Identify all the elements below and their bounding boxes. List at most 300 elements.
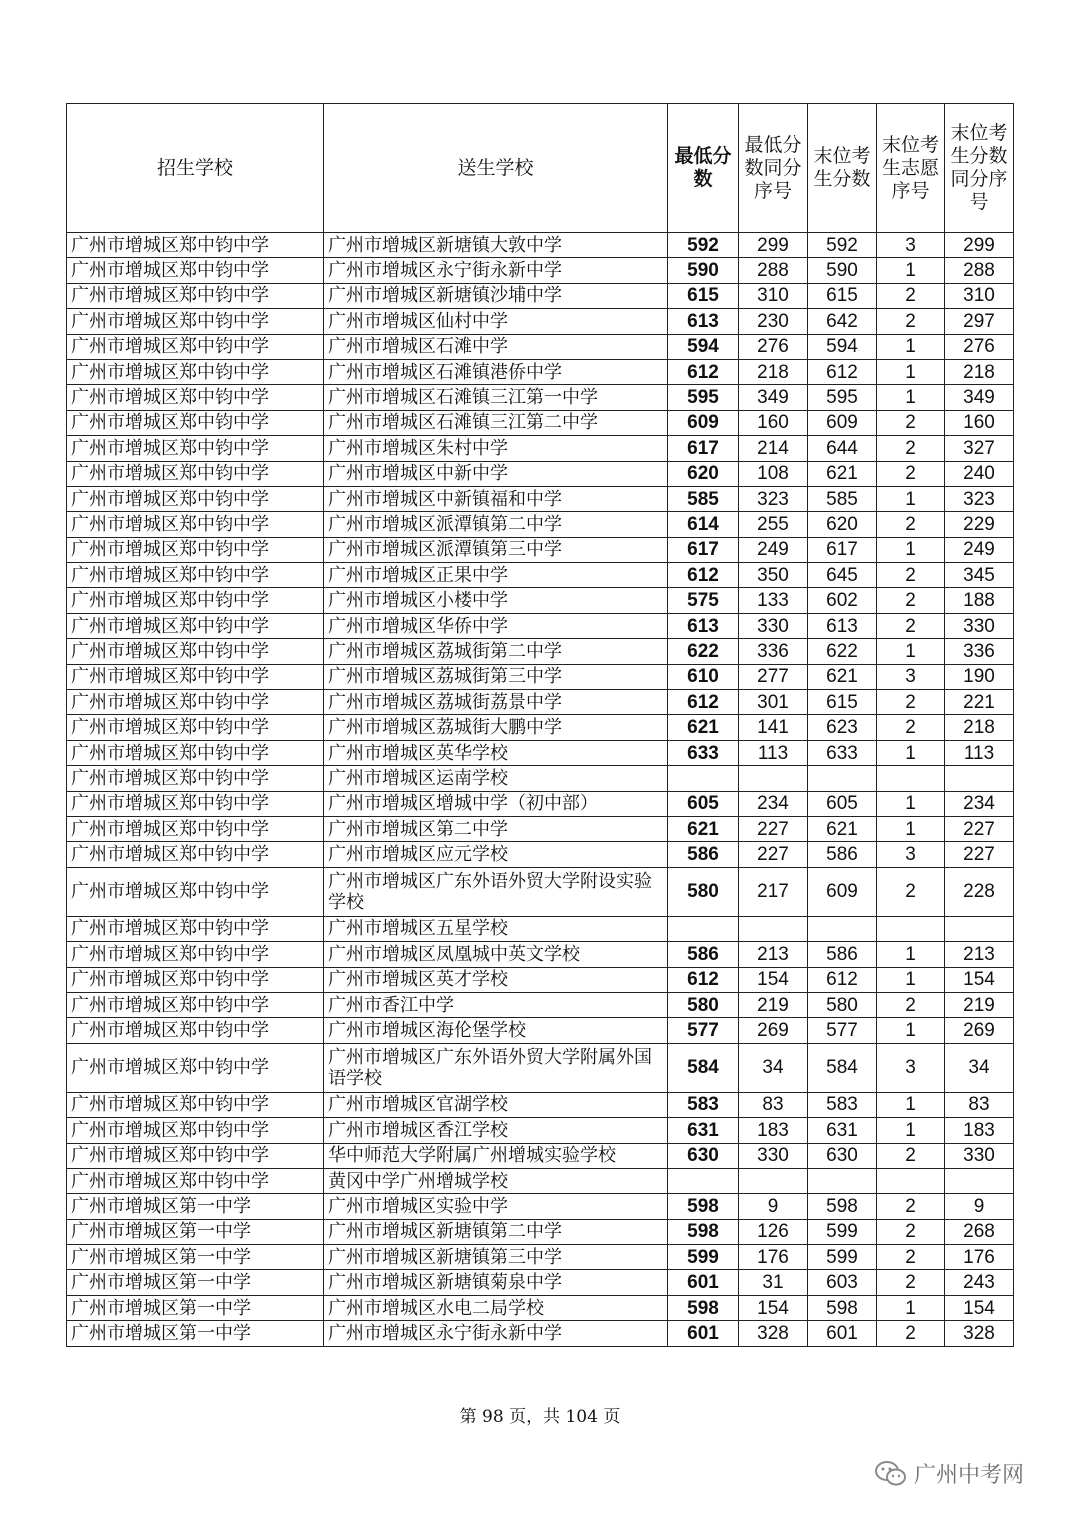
cell-admitting-school: 广州市增城区郑中钧中学 xyxy=(67,334,324,359)
cell-min-score xyxy=(668,766,739,791)
cell-sending-school: 广州市增城区新塘镇菊泉中学 xyxy=(324,1270,668,1295)
cell-sending-school: 黄冈中学广州增城学校 xyxy=(324,1168,668,1193)
header-last-score-tie-rank: 末位考生分数同分序号 xyxy=(945,104,1014,233)
cell-min-score-tie-rank: 213 xyxy=(739,942,808,967)
cell-sending-school: 广州市增城区英才学校 xyxy=(324,967,668,992)
table-row xyxy=(67,385,1014,410)
cell-sending-school: 广州市增城区英华学校 xyxy=(324,740,668,765)
cell-last-choice-rank: 1 xyxy=(877,1295,945,1320)
cell-min-score: 580 xyxy=(668,992,739,1017)
cell-sending-school: 广州市香江中学 xyxy=(324,992,668,1017)
cell-min-score: 598 xyxy=(668,1295,739,1320)
cell-last-choice-rank: 2 xyxy=(877,1270,945,1295)
table-row xyxy=(67,1118,1014,1143)
cell-last-score: 613 xyxy=(808,613,877,638)
cell-admitting-school: 广州市增城区郑中钧中学 xyxy=(67,461,324,486)
cell-admitting-school: 广州市增城区第一中学 xyxy=(67,1270,324,1295)
cell-last-score: 586 xyxy=(808,942,877,967)
cell-last-score: 583 xyxy=(808,1092,877,1117)
cell-admitting-school: 广州市增城区第一中学 xyxy=(67,1219,324,1244)
cell-last-score: 605 xyxy=(808,791,877,816)
cell-last-score-tie-rank: 323 xyxy=(945,486,1014,511)
cell-admitting-school: 广州市增城区郑中钧中学 xyxy=(67,664,324,689)
cell-sending-school: 广州市增城区水电二局学校 xyxy=(324,1295,668,1320)
page-number: 第 98 页，共 104 页 xyxy=(459,1407,621,1427)
table-row xyxy=(67,588,1014,613)
cell-min-score: 599 xyxy=(668,1245,739,1270)
cell-admitting-school: 广州市增城区郑中钧中学 xyxy=(67,791,324,816)
cell-sending-school: 广州市增城区正果中学 xyxy=(324,563,668,588)
cell-last-score: 620 xyxy=(808,512,877,537)
table-row xyxy=(67,1168,1014,1193)
cell-sending-school: 华中师范大学附属广州增城实验学校 xyxy=(324,1143,668,1168)
table-row xyxy=(67,1043,1014,1092)
cell-last-score-tie-rank: 160 xyxy=(945,410,1014,435)
cell-min-score: 613 xyxy=(668,613,739,638)
cell-last-score-tie-rank: 336 xyxy=(945,639,1014,664)
cell-admitting-school: 广州市增城区郑中钧中学 xyxy=(67,233,324,258)
cell-last-score: 603 xyxy=(808,1270,877,1295)
cell-last-score: 621 xyxy=(808,461,877,486)
cell-sending-school: 广州市增城区朱村中学 xyxy=(324,436,668,461)
cell-last-choice-rank xyxy=(877,766,945,791)
cell-last-choice-rank: 2 xyxy=(877,512,945,537)
cell-min-score-tie-rank: 9 xyxy=(739,1194,808,1219)
table-row xyxy=(67,512,1014,537)
cell-sending-school: 广州市增城区荔城街第三中学 xyxy=(324,664,668,689)
cell-sending-school: 广州市增城区小楼中学 xyxy=(324,588,668,613)
watermark xyxy=(874,1458,1024,1489)
cell-last-score-tie-rank: 219 xyxy=(945,992,1014,1017)
cell-last-score-tie-rank: 299 xyxy=(945,233,1014,258)
cell-min-score-tie-rank: 269 xyxy=(739,1018,808,1043)
cell-min-score-tie-rank: 227 xyxy=(739,842,808,867)
table-row xyxy=(67,359,1014,384)
cell-min-score-tie-rank: 154 xyxy=(739,967,808,992)
table-row xyxy=(67,867,1014,916)
table-row xyxy=(67,1092,1014,1117)
cell-last-choice-rank: 2 xyxy=(877,992,945,1017)
cell-admitting-school: 广州市增城区郑中钧中学 xyxy=(67,867,324,916)
cell-min-score-tie-rank: 113 xyxy=(739,740,808,765)
cell-min-score: 617 xyxy=(668,537,739,562)
cell-last-score-tie-rank: 229 xyxy=(945,512,1014,537)
cell-last-score-tie-rank xyxy=(945,766,1014,791)
cell-last-score-tie-rank: 221 xyxy=(945,690,1014,715)
cell-min-score: 612 xyxy=(668,967,739,992)
cell-sending-school: 广州市增城区荔城街大鹏中学 xyxy=(324,715,668,740)
cell-min-score: 631 xyxy=(668,1118,739,1143)
cell-last-choice-rank: 2 xyxy=(877,1321,945,1346)
table-row xyxy=(67,766,1014,791)
cell-last-choice-rank: 1 xyxy=(877,967,945,992)
cell-admitting-school: 广州市增城区郑中钧中学 xyxy=(67,1092,324,1117)
cell-last-choice-rank: 3 xyxy=(877,842,945,867)
cell-min-score: 609 xyxy=(668,410,739,435)
cell-min-score-tie-rank: 160 xyxy=(739,410,808,435)
cell-last-choice-rank: 1 xyxy=(877,639,945,664)
cell-last-choice-rank: 3 xyxy=(877,664,945,689)
cell-sending-school: 广州市增城区派潭镇第二中学 xyxy=(324,512,668,537)
cell-min-score-tie-rank: 249 xyxy=(739,537,808,562)
cell-last-score-tie-rank: 328 xyxy=(945,1321,1014,1346)
cell-min-score: 620 xyxy=(668,461,739,486)
cell-last-choice-rank: 1 xyxy=(877,359,945,384)
cell-last-score-tie-rank: 276 xyxy=(945,334,1014,359)
cell-last-score-tie-rank: 234 xyxy=(945,791,1014,816)
cell-last-score-tie-rank: 330 xyxy=(945,1143,1014,1168)
cell-last-score: 594 xyxy=(808,334,877,359)
cell-min-score-tie-rank: 328 xyxy=(739,1321,808,1346)
cell-last-choice-rank: 1 xyxy=(877,385,945,410)
cell-sending-school: 广州市增城区应元学校 xyxy=(324,842,668,867)
cell-min-score-tie-rank: 301 xyxy=(739,690,808,715)
cell-admitting-school: 广州市增城区第一中学 xyxy=(67,1245,324,1270)
cell-last-score: 599 xyxy=(808,1219,877,1244)
cell-min-score xyxy=(668,1168,739,1193)
cell-sending-school: 广州市增城区石滩中学 xyxy=(324,334,668,359)
cell-admitting-school: 广州市增城区郑中钧中学 xyxy=(67,842,324,867)
table-row xyxy=(67,1194,1014,1219)
cell-sending-school: 广州市增城区华侨中学 xyxy=(324,613,668,638)
cell-last-choice-rank: 2 xyxy=(877,1219,945,1244)
cell-last-choice-rank: 1 xyxy=(877,816,945,841)
cell-min-score-tie-rank: 154 xyxy=(739,1295,808,1320)
cell-last-choice-rank: 2 xyxy=(877,715,945,740)
cell-sending-school: 广州市增城区实验中学 xyxy=(324,1194,668,1219)
table-row xyxy=(67,486,1014,511)
cell-last-choice-rank: 1 xyxy=(877,334,945,359)
cell-min-score-tie-rank: 276 xyxy=(739,334,808,359)
cell-min-score: 613 xyxy=(668,309,739,334)
cell-last-score-tie-rank: 190 xyxy=(945,664,1014,689)
cell-last-score: 621 xyxy=(808,816,877,841)
cell-admitting-school: 广州市增城区郑中钧中学 xyxy=(67,563,324,588)
table-row xyxy=(67,791,1014,816)
cell-last-choice-rank: 1 xyxy=(877,537,945,562)
cell-admitting-school: 广州市增城区郑中钧中学 xyxy=(67,740,324,765)
cell-sending-school: 广州市增城区派潭镇第三中学 xyxy=(324,537,668,562)
cell-min-score-tie-rank: 31 xyxy=(739,1270,808,1295)
cell-sending-school: 广州市增城区中新镇福和中学 xyxy=(324,486,668,511)
table-row xyxy=(67,410,1014,435)
table-row xyxy=(67,1321,1014,1346)
cell-sending-school: 广州市增城区仙村中学 xyxy=(324,309,668,334)
cell-last-score-tie-rank: 188 xyxy=(945,588,1014,613)
cell-last-score-tie-rank: 218 xyxy=(945,359,1014,384)
cell-last-score: 577 xyxy=(808,1018,877,1043)
table-row xyxy=(67,842,1014,867)
cell-last-choice-rank: 2 xyxy=(877,690,945,715)
cell-last-score-tie-rank: 113 xyxy=(945,740,1014,765)
cell-admitting-school: 广州市增城区郑中钧中学 xyxy=(67,385,324,410)
cell-last-score: 612 xyxy=(808,967,877,992)
cell-admitting-school: 广州市增城区郑中钧中学 xyxy=(67,1168,324,1193)
cell-last-score: 601 xyxy=(808,1321,877,1346)
cell-sending-school: 广州市增城区荔城街第二中学 xyxy=(324,639,668,664)
table-row xyxy=(67,334,1014,359)
cell-min-score: 601 xyxy=(668,1270,739,1295)
cell-last-score-tie-rank: 176 xyxy=(945,1245,1014,1270)
cell-last-choice-rank: 1 xyxy=(877,942,945,967)
cell-admitting-school: 广州市增城区郑中钧中学 xyxy=(67,942,324,967)
table-row xyxy=(67,690,1014,715)
cell-min-score: 605 xyxy=(668,791,739,816)
cell-admitting-school: 广州市增城区郑中钧中学 xyxy=(67,690,324,715)
cell-min-score-tie-rank: 255 xyxy=(739,512,808,537)
cell-admitting-school: 广州市增城区郑中钧中学 xyxy=(67,766,324,791)
cell-last-score: 645 xyxy=(808,563,877,588)
cell-last-choice-rank: 2 xyxy=(877,436,945,461)
cell-admitting-school: 广州市增城区郑中钧中学 xyxy=(67,1018,324,1043)
cell-min-score: 595 xyxy=(668,385,739,410)
table-row xyxy=(67,992,1014,1017)
cell-last-score-tie-rank: 297 xyxy=(945,309,1014,334)
cell-last-score-tie-rank: 228 xyxy=(945,867,1014,916)
cell-admitting-school: 广州市增城区郑中钧中学 xyxy=(67,283,324,308)
cell-sending-school: 广州市增城区第二中学 xyxy=(324,816,668,841)
table-row xyxy=(67,916,1014,941)
cell-min-score-tie-rank: 176 xyxy=(739,1245,808,1270)
cell-last-choice-rank: 2 xyxy=(877,613,945,638)
cell-admitting-school: 广州市增城区郑中钧中学 xyxy=(67,588,324,613)
cell-admitting-school: 广州市增城区郑中钧中学 xyxy=(67,512,324,537)
cell-min-score: 575 xyxy=(668,588,739,613)
cell-min-score-tie-rank: 34 xyxy=(739,1043,808,1092)
cell-admitting-school: 广州市增城区郑中钧中学 xyxy=(67,967,324,992)
cell-last-score: 598 xyxy=(808,1194,877,1219)
cell-min-score xyxy=(668,916,739,941)
cell-last-score-tie-rank: 345 xyxy=(945,563,1014,588)
cell-admitting-school: 广州市增城区郑中钧中学 xyxy=(67,715,324,740)
cell-last-score: 586 xyxy=(808,842,877,867)
cell-min-score: 612 xyxy=(668,690,739,715)
cell-last-score-tie-rank: 310 xyxy=(945,283,1014,308)
cell-last-score xyxy=(808,766,877,791)
cell-last-score: 631 xyxy=(808,1118,877,1143)
cell-min-score-tie-rank xyxy=(739,1168,808,1193)
cell-admitting-school: 广州市增城区郑中钧中学 xyxy=(67,359,324,384)
cell-admitting-school: 广州市增城区第一中学 xyxy=(67,1295,324,1320)
table-row xyxy=(67,537,1014,562)
cell-last-score-tie-rank: 154 xyxy=(945,967,1014,992)
cell-last-score: 585 xyxy=(808,486,877,511)
header-min-score: 最低分数 xyxy=(668,104,739,233)
table-row xyxy=(67,639,1014,664)
cell-min-score-tie-rank: 141 xyxy=(739,715,808,740)
cell-last-score-tie-rank xyxy=(945,1168,1014,1193)
cell-admitting-school: 广州市增城区郑中钧中学 xyxy=(67,916,324,941)
cell-min-score-tie-rank: 217 xyxy=(739,867,808,916)
cell-last-choice-rank: 3 xyxy=(877,1043,945,1092)
cell-sending-school: 广州市增城区运南学校 xyxy=(324,766,668,791)
cell-admitting-school: 广州市增城区郑中钧中学 xyxy=(67,1043,324,1092)
watermark-text: 广州中考网 xyxy=(914,1463,1025,1488)
cell-last-score: 590 xyxy=(808,258,877,283)
cell-sending-school: 广州市增城区荔城街荔景中学 xyxy=(324,690,668,715)
cell-min-score: 580 xyxy=(668,867,739,916)
cell-min-score: 610 xyxy=(668,664,739,689)
cell-last-score: 615 xyxy=(808,690,877,715)
cell-admitting-school: 广州市增城区郑中钧中学 xyxy=(67,258,324,283)
cell-last-score: 621 xyxy=(808,664,877,689)
cell-last-score-tie-rank: 227 xyxy=(945,816,1014,841)
cell-sending-school: 广州市增城区官湖学校 xyxy=(324,1092,668,1117)
cell-last-score-tie-rank: 288 xyxy=(945,258,1014,283)
cell-last-score: 592 xyxy=(808,233,877,258)
cell-last-choice-rank: 1 xyxy=(877,740,945,765)
cell-last-score-tie-rank: 330 xyxy=(945,613,1014,638)
cell-min-score: 585 xyxy=(668,486,739,511)
cell-admitting-school: 广州市增城区郑中钧中学 xyxy=(67,537,324,562)
cell-admitting-school: 广州市增城区郑中钧中学 xyxy=(67,816,324,841)
cell-min-score: 601 xyxy=(668,1321,739,1346)
cell-sending-school: 广州市增城区永宁街永新中学 xyxy=(324,1321,668,1346)
cell-min-score-tie-rank: 133 xyxy=(739,588,808,613)
cell-last-choice-rank: 1 xyxy=(877,1092,945,1117)
cell-sending-school: 广州市增城区石滩镇港侨中学 xyxy=(324,359,668,384)
cell-min-score-tie-rank: 108 xyxy=(739,461,808,486)
cell-min-score-tie-rank: 323 xyxy=(739,486,808,511)
cell-min-score: 584 xyxy=(668,1043,739,1092)
cell-min-score: 586 xyxy=(668,842,739,867)
cell-last-choice-rank: 2 xyxy=(877,1245,945,1270)
cell-min-score-tie-rank: 299 xyxy=(739,233,808,258)
wechat-icon xyxy=(874,1460,908,1488)
cell-last-choice-rank: 1 xyxy=(877,791,945,816)
cell-last-score: 623 xyxy=(808,715,877,740)
cell-last-choice-rank: 1 xyxy=(877,486,945,511)
cell-admitting-school: 广州市增城区郑中钧中学 xyxy=(67,486,324,511)
table-row xyxy=(67,283,1014,308)
cell-sending-school: 广州市增城区广东外语外贸大学附属外国语学校 xyxy=(324,1043,668,1092)
cell-last-score: 599 xyxy=(808,1245,877,1270)
cell-min-score-tie-rank: 227 xyxy=(739,816,808,841)
cell-min-score-tie-rank xyxy=(739,916,808,941)
cell-last-score-tie-rank: 154 xyxy=(945,1295,1014,1320)
cell-last-score xyxy=(808,1168,877,1193)
cell-sending-school: 广州市增城区香江学校 xyxy=(324,1118,668,1143)
cell-min-score-tie-rank: 349 xyxy=(739,385,808,410)
cell-last-score-tie-rank: 218 xyxy=(945,715,1014,740)
header-admitting-school: 招生学校 xyxy=(67,104,324,233)
table-row xyxy=(67,1245,1014,1270)
cell-min-score: 598 xyxy=(668,1219,739,1244)
cell-last-choice-rank: 2 xyxy=(877,563,945,588)
cell-last-score-tie-rank: 249 xyxy=(945,537,1014,562)
cell-last-score: 633 xyxy=(808,740,877,765)
cell-sending-school: 广州市增城区新塘镇第三中学 xyxy=(324,1245,668,1270)
cell-last-choice-rank: 2 xyxy=(877,309,945,334)
header-sending-school: 送生学校 xyxy=(324,104,668,233)
cell-last-score-tie-rank: 183 xyxy=(945,1118,1014,1143)
cell-min-score: 617 xyxy=(668,436,739,461)
table-row xyxy=(67,563,1014,588)
table-body xyxy=(67,233,1014,1347)
cell-last-choice-rank: 2 xyxy=(877,588,945,613)
cell-min-score: 612 xyxy=(668,563,739,588)
cell-min-score: 615 xyxy=(668,283,739,308)
cell-last-choice-rank: 2 xyxy=(877,461,945,486)
table-row xyxy=(67,715,1014,740)
table-row xyxy=(67,613,1014,638)
cell-admitting-school: 广州市增城区郑中钧中学 xyxy=(67,992,324,1017)
cell-last-score-tie-rank: 349 xyxy=(945,385,1014,410)
cell-last-choice-rank xyxy=(877,916,945,941)
cell-last-score-tie-rank: 9 xyxy=(945,1194,1014,1219)
cell-min-score: 621 xyxy=(668,715,739,740)
cell-min-score-tie-rank: 310 xyxy=(739,283,808,308)
table-row xyxy=(67,967,1014,992)
cell-min-score: 583 xyxy=(668,1092,739,1117)
cell-last-score: 622 xyxy=(808,639,877,664)
cell-last-choice-rank: 3 xyxy=(877,233,945,258)
cell-min-score: 590 xyxy=(668,258,739,283)
cell-sending-school: 广州市增城区新塘镇第二中学 xyxy=(324,1219,668,1244)
cell-last-score: 609 xyxy=(808,410,877,435)
cell-admitting-school: 广州市增城区郑中钧中学 xyxy=(67,436,324,461)
cell-min-score: 614 xyxy=(668,512,739,537)
table-row xyxy=(67,1018,1014,1043)
table-row xyxy=(67,258,1014,283)
cell-min-score: 598 xyxy=(668,1194,739,1219)
cell-last-score-tie-rank: 243 xyxy=(945,1270,1014,1295)
cell-min-score-tie-rank: 234 xyxy=(739,791,808,816)
cell-min-score-tie-rank: 288 xyxy=(739,258,808,283)
cell-last-score: 615 xyxy=(808,283,877,308)
admission-table xyxy=(66,103,1014,1347)
cell-admitting-school: 广州市增城区第一中学 xyxy=(67,1194,324,1219)
cell-admitting-school: 广州市增城区郑中钧中学 xyxy=(67,410,324,435)
table-row xyxy=(67,942,1014,967)
cell-last-choice-rank: 2 xyxy=(877,283,945,308)
cell-sending-school: 广州市增城区中新中学 xyxy=(324,461,668,486)
cell-min-score-tie-rank: 219 xyxy=(739,992,808,1017)
cell-min-score-tie-rank: 214 xyxy=(739,436,808,461)
cell-min-score-tie-rank: 183 xyxy=(739,1118,808,1143)
cell-sending-school: 广州市增城区广东外语外贸大学附设实验学校 xyxy=(324,867,668,916)
cell-admitting-school: 广州市增城区郑中钧中学 xyxy=(67,1143,324,1168)
cell-last-score-tie-rank: 34 xyxy=(945,1043,1014,1092)
cell-last-score: 598 xyxy=(808,1295,877,1320)
table-row xyxy=(67,1143,1014,1168)
header-last-choice-rank: 末位考生志愿序号 xyxy=(877,104,945,233)
cell-admitting-school: 广州市增城区郑中钧中学 xyxy=(67,309,324,334)
table-row xyxy=(67,436,1014,461)
cell-last-score-tie-rank: 268 xyxy=(945,1219,1014,1244)
table-row xyxy=(67,1219,1014,1244)
cell-sending-school: 广州市增城区石滩镇三江第一中学 xyxy=(324,385,668,410)
cell-last-score-tie-rank: 213 xyxy=(945,942,1014,967)
table-row xyxy=(67,233,1014,258)
cell-min-score: 621 xyxy=(668,816,739,841)
cell-last-score: 617 xyxy=(808,537,877,562)
cell-last-score: 630 xyxy=(808,1143,877,1168)
cell-min-score-tie-rank: 83 xyxy=(739,1092,808,1117)
cell-min-score-tie-rank: 336 xyxy=(739,639,808,664)
cell-min-score: 586 xyxy=(668,942,739,967)
cell-sending-school: 广州市增城区五星学校 xyxy=(324,916,668,941)
cell-min-score-tie-rank: 330 xyxy=(739,613,808,638)
cell-last-score: 612 xyxy=(808,359,877,384)
cell-last-choice-rank: 2 xyxy=(877,867,945,916)
cell-last-choice-rank xyxy=(877,1168,945,1193)
cell-sending-school: 广州市增城区石滩镇三江第二中学 xyxy=(324,410,668,435)
cell-last-choice-rank: 1 xyxy=(877,1118,945,1143)
cell-last-score-tie-rank: 327 xyxy=(945,436,1014,461)
cell-last-choice-rank: 1 xyxy=(877,258,945,283)
cell-last-score-tie-rank: 269 xyxy=(945,1018,1014,1043)
